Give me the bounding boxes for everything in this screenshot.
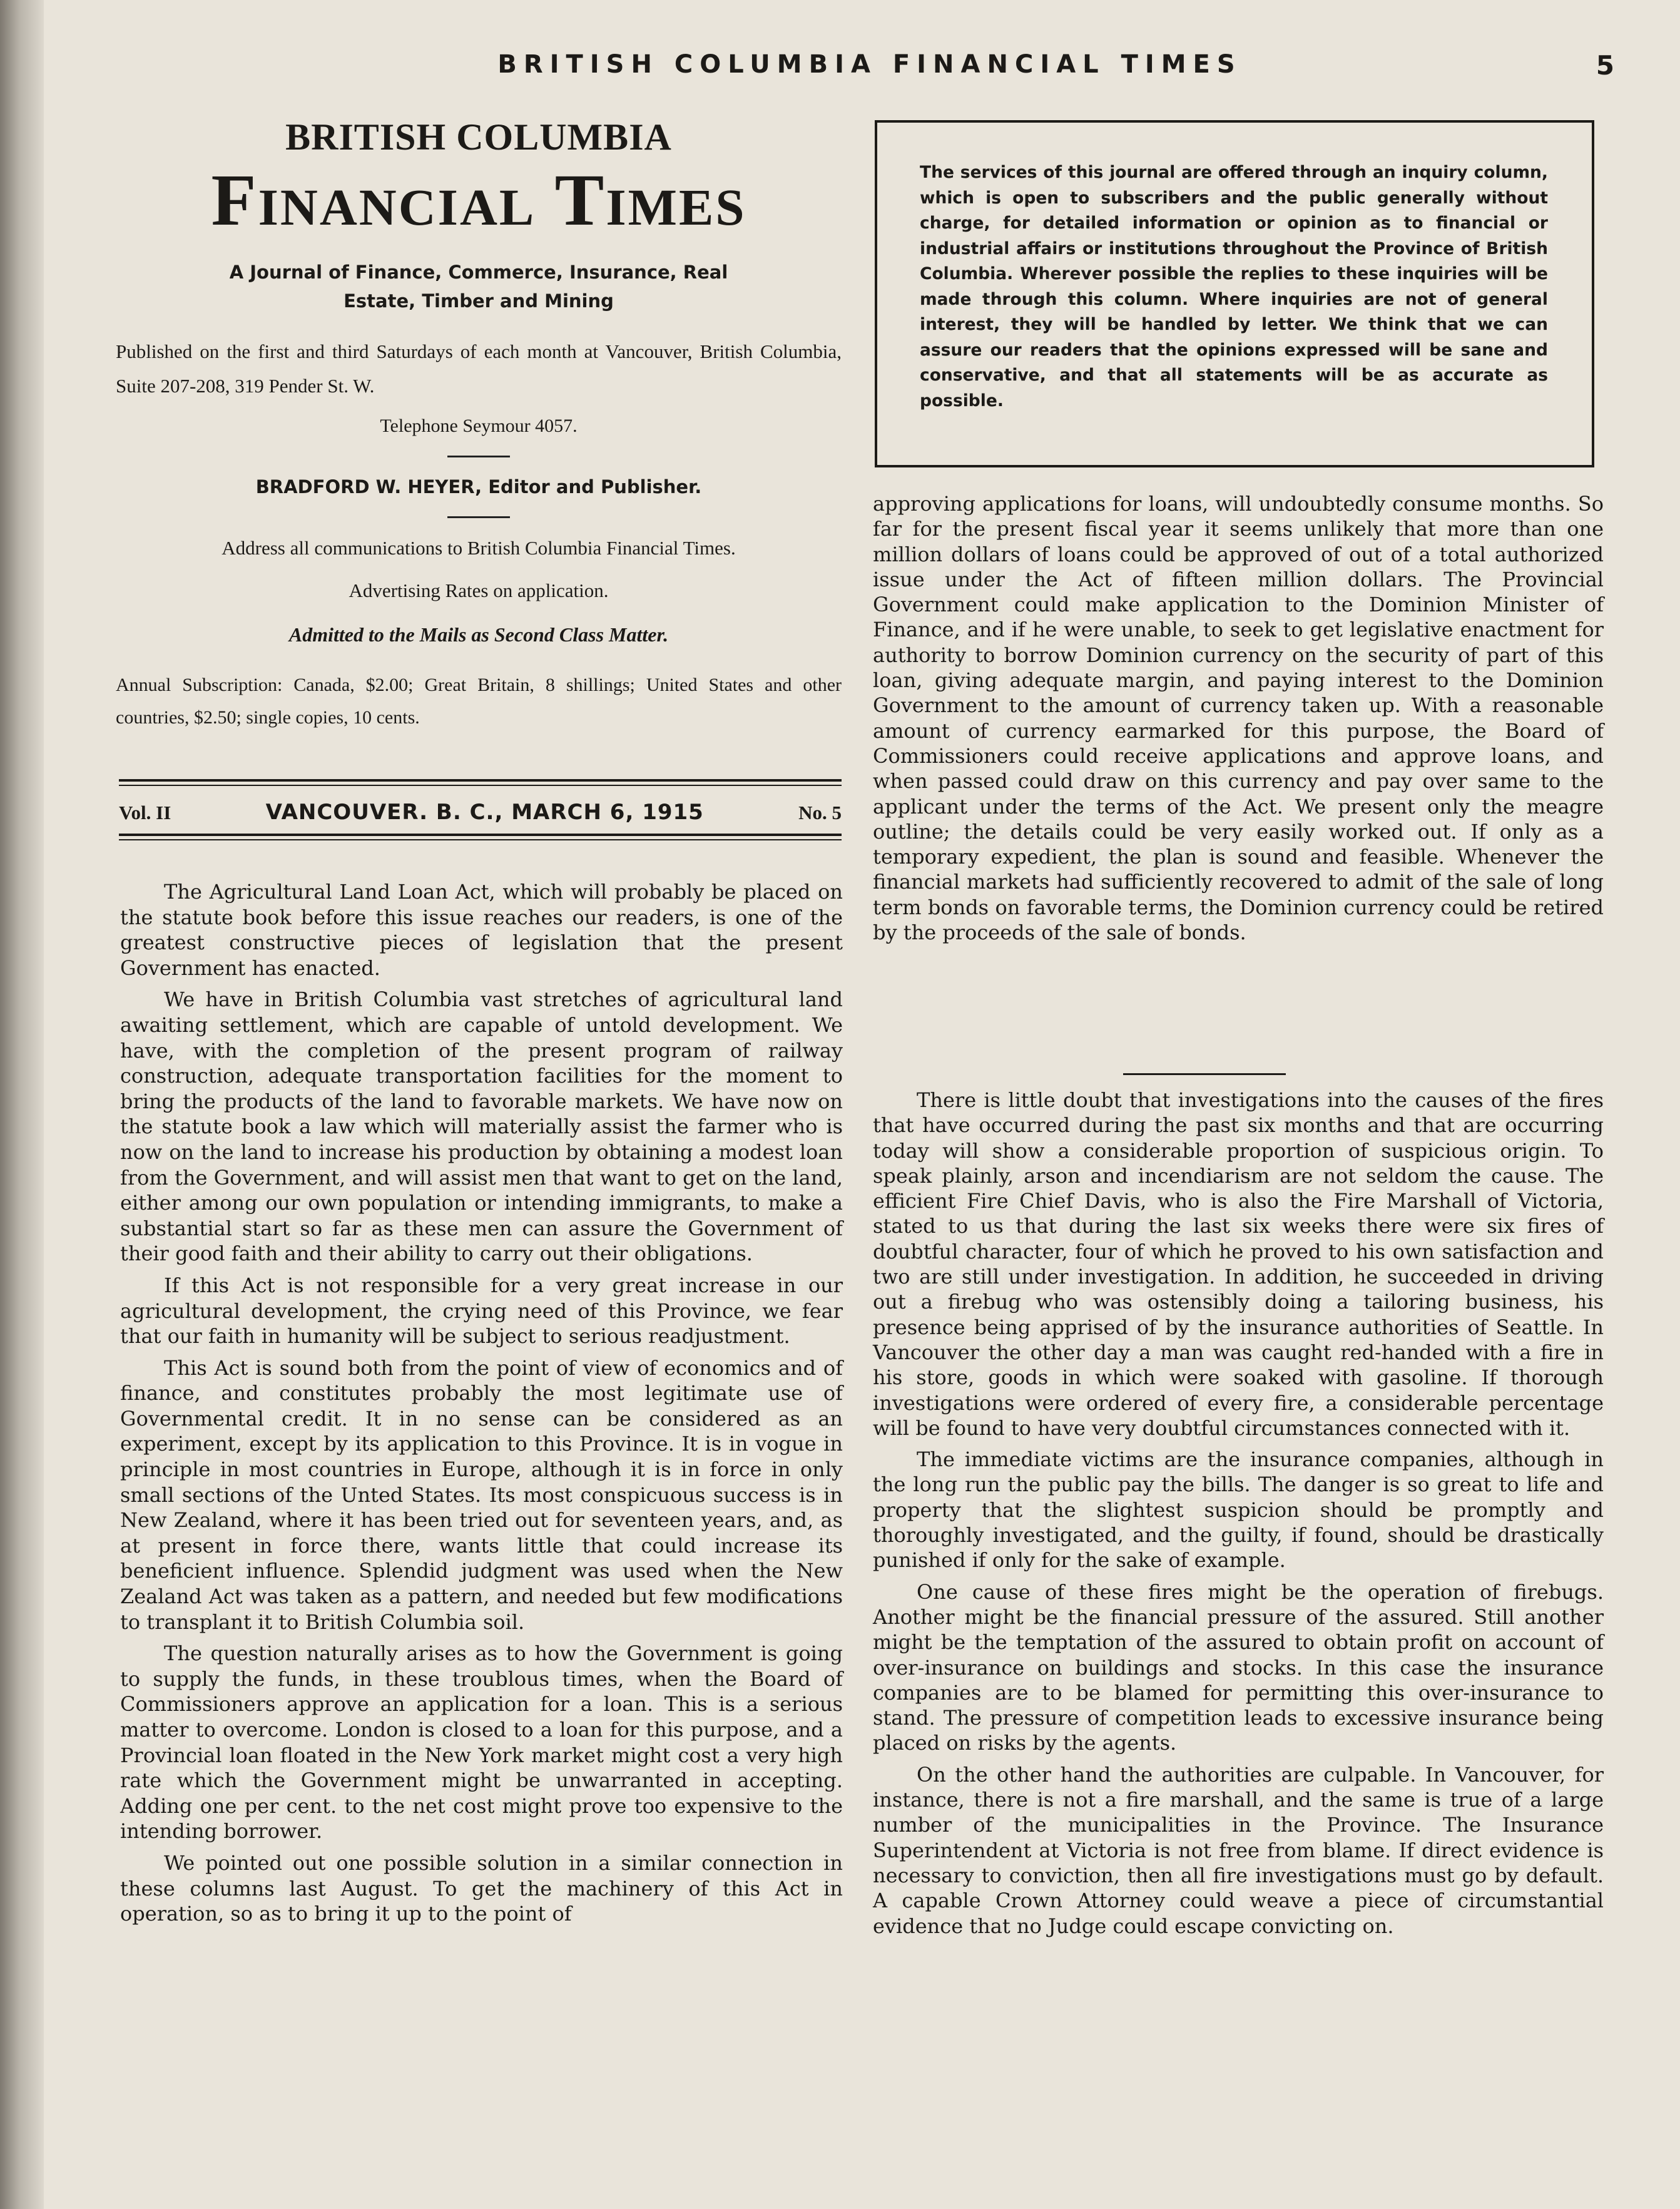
masthead-line2: Financial Times: [211, 159, 746, 241]
section-divider: [1123, 1073, 1286, 1075]
running-head: [125, 50, 1614, 94]
inquiry-notice-box: The services of this journal are offered through an inquiry column, which is open to subscribers and the public generally without charge, for detailed information or opinion as to financial or industrial affairs or institutions throughout the Province of British Columbia. Wherever possible the replies to these inquiries will be made through this column. Where inquiries are not of general interest, they will be handled by letter. We think that we can assure our readers that the opinions expressed will be sane and conservative, and that all statements will be as accurate as possible.: [875, 120, 1594, 467]
paragraph: There is little doubt that investigations into the causes of the fires that have occurred during the past six months and that are occurring today will show a considerable proportion of suspicious origin. To speak plainly, arson and incendiarism are not seldom the cause. The efficient Fire Chief Davis, who is also the Fire Marshall of Victoria, stated to us that during the last six weeks there were six fires of doubtful character, four of which he proved to his own satisfaction and two are still under investigation. In addition, he succeeded in driving out a firebug who was ostensibly doing a tailoring business, his presence being apprised of by the insurance authorities of Seattle. In Vancouver the other day a man was caught red-handed with a fire in his store, goods in which were soaked with gasoline. If thorough investigations were ordered of every fire, a considerable percentage will be found to have very doubtful circumstances connected with it.: [873, 1088, 1604, 1440]
masthead: [116, 116, 842, 753]
editor-line: BRADFORD W. HEYER, Editor and Publisher.: [255, 476, 702, 497]
issue-line: [119, 779, 842, 840]
mail-matter-line: Admitted to the Mails as Second Class Matter.: [288, 623, 669, 646]
right-column-continuation: [873, 491, 1604, 945]
publication-info: Published on the first and third Saturdays of each month at Vancouver, British Columbia, Suite 207-208, 319 Pender St. W.: [116, 340, 842, 397]
masthead-line1: BRITISH COLUMBIA: [285, 116, 672, 158]
dateline: VANCOUVER. B. C., MARCH 6, 1915: [265, 800, 704, 825]
paragraph: One cause of these fires might be the operation of firebugs. Another might be the financial pressure of the assured. Still another might be the temptation of the assured to obtain profit on account of over-insurance on buildings and stocks. In this case the insurance companies are to be blamed for permitting this over-insurance to stand. The pressure of competition leads to excessive insurance being placed on risks by the agents.: [873, 1579, 1604, 1755]
running-head-title: BRITISH COLUMBIA FINANCIAL TIMES: [497, 50, 1242, 79]
issue-number: No. 5: [798, 802, 842, 824]
paragraph: If this Act is not responsible for a very great increase in our agricultural development, the crying need of this Province, we fear that our faith in humanity will be subject to serious readjustment.: [120, 1273, 843, 1349]
page-number: 5: [1596, 50, 1614, 81]
left-column-article: [120, 879, 843, 1927]
double-rule: [119, 834, 842, 840]
paragraph: On the other hand the authorities are culpable. In Vancouver, for instance, there is not a fire marshall, and the same is true of a large number of the municipalities in the Province. The Insurance Superintendent at Victoria is not free from blame. If direct evidence is necessary to conviction, then all fire investigations must go by default. A capable Crown Attorney could weave a piece of circumstantial evidence that no Judge could escape convicting on.: [873, 1762, 1604, 1938]
fire-investigation-article: [873, 1088, 1604, 1939]
advertising-line: Advertising Rates on application.: [349, 579, 609, 601]
paragraph: We pointed out one possible solution in a similar connection in these columns last August. To get the machinery of this Act in operation, so as to bring it up to the point of: [120, 1850, 843, 1926]
paragraph: The Agricultural Land Loan Act, which will probably be placed on the statute book before this issue reaches our readers, is one of the greatest constructive pieces of legislation that the present Government has enacted.: [120, 880, 843, 980]
telephone: Telephone Seymour 4057.: [380, 415, 578, 436]
double-rule: [119, 779, 842, 786]
paragraph: The immediate victims are the insurance companies, although in the long run the public pay the bills. The danger is so great to life and property that the slightest suspicion should be promptly and thoroughly investigated, and the guilty, if found, should be drastically punished if only for the sake of example.: [873, 1447, 1604, 1573]
subscription-line: Annual Subscription: Canada, $2.00; Great Britain, 8 shillings; United States and other countries, $2.50; single copies, 10 cents.: [116, 674, 842, 728]
masthead-subtitle: A Journal of Finance, Commerce, Insurance, Real Estate, Timber and Mining: [229, 261, 728, 312]
paragraph: The question naturally arises as to how the Government is going to supply the funds, in these troublous times, when the Board of Commissioners approve an application for a loan. This is a serious matter to overcome. London is closed to a loan for this purpose, and a Provincial loan floated in the New York market might cost a very high rate which the Government might be unwarranted in accepting. Adding one per cent. to the net cost might prove too expensive to the intending borrower.: [120, 1641, 843, 1844]
divider: [447, 516, 510, 518]
divider: [447, 456, 510, 457]
paragraph: We have in British Columbia vast stretches of agricultural land awaiting settlement, which are capable of untold development. We have, with the completion of the present program of railway construction, adequate transportation facilities for the moment to bring the products of the land to favorable markets. We have now on the statute book a law which will materially assist the farmer who is now on the land to increase his production by obtaining a modest loan from the Government, and will assist men that want to get on the land, either among our own population or intending immigrants, to make a substantial start so far as these men can assure the Government of their good faith and their ability to carry out their obligations.: [120, 987, 843, 1266]
volume: Vol. II: [119, 802, 171, 824]
paragraph: This Act is sound both from the point of view of economics and of finance, and constitutes probably the most legitimate use of Governmental credit. It in no sense can be considered as an experiment, except by its application to this Province. It is in vogue in principle in most countries in Europe, although it is in force in only small sections of the Unted States. Its most conspicuous success is in New Zealand, where it has been tried out for seventeen years, and, as at present in force there, wants little that could increase its beneficient influence. Splendid judgment was used when the New Zealand Act was taken as a pattern, and needed but few modifications to transplant it to British Columbia soil.: [120, 1355, 843, 1634]
address-line: Address all communications to British Columbia Financial Times.: [221, 536, 736, 559]
paragraph: approving applications for loans, will undoubtedly consume months. So far for the present fiscal year it seems unlikely that more than one million dollars of loans could be approved of out of a total authorized issue under the Act of fifteen million dollars. The Provincial Government could make application to the Dominion Minister of Finance, and if he were unable, to seek to get legislative enactment for authority to borrow Dominion currency on the security of part of this loan, giving adequate margin, and paying interest to the Dominion Government to the amount of currency taken up. With a reasonable amount of currency earmarked for this purpose, the Board of Commissioners could receive applications and approve loans, and when passed could draw on this currency and pay over same to the applicant under the terms of the Act. We present only the meagre outline; the details could be very easily worked out. If only as a temporary expedient, the plan is sound and feasible. Whenever the financial markets had sufficiently recovered to admit of the sale of long term bonds on favorable terms, the Dominion currency could be retired by the proceeds of the sale of bonds.: [873, 492, 1604, 945]
book-binding-edge: [0, 0, 44, 2209]
